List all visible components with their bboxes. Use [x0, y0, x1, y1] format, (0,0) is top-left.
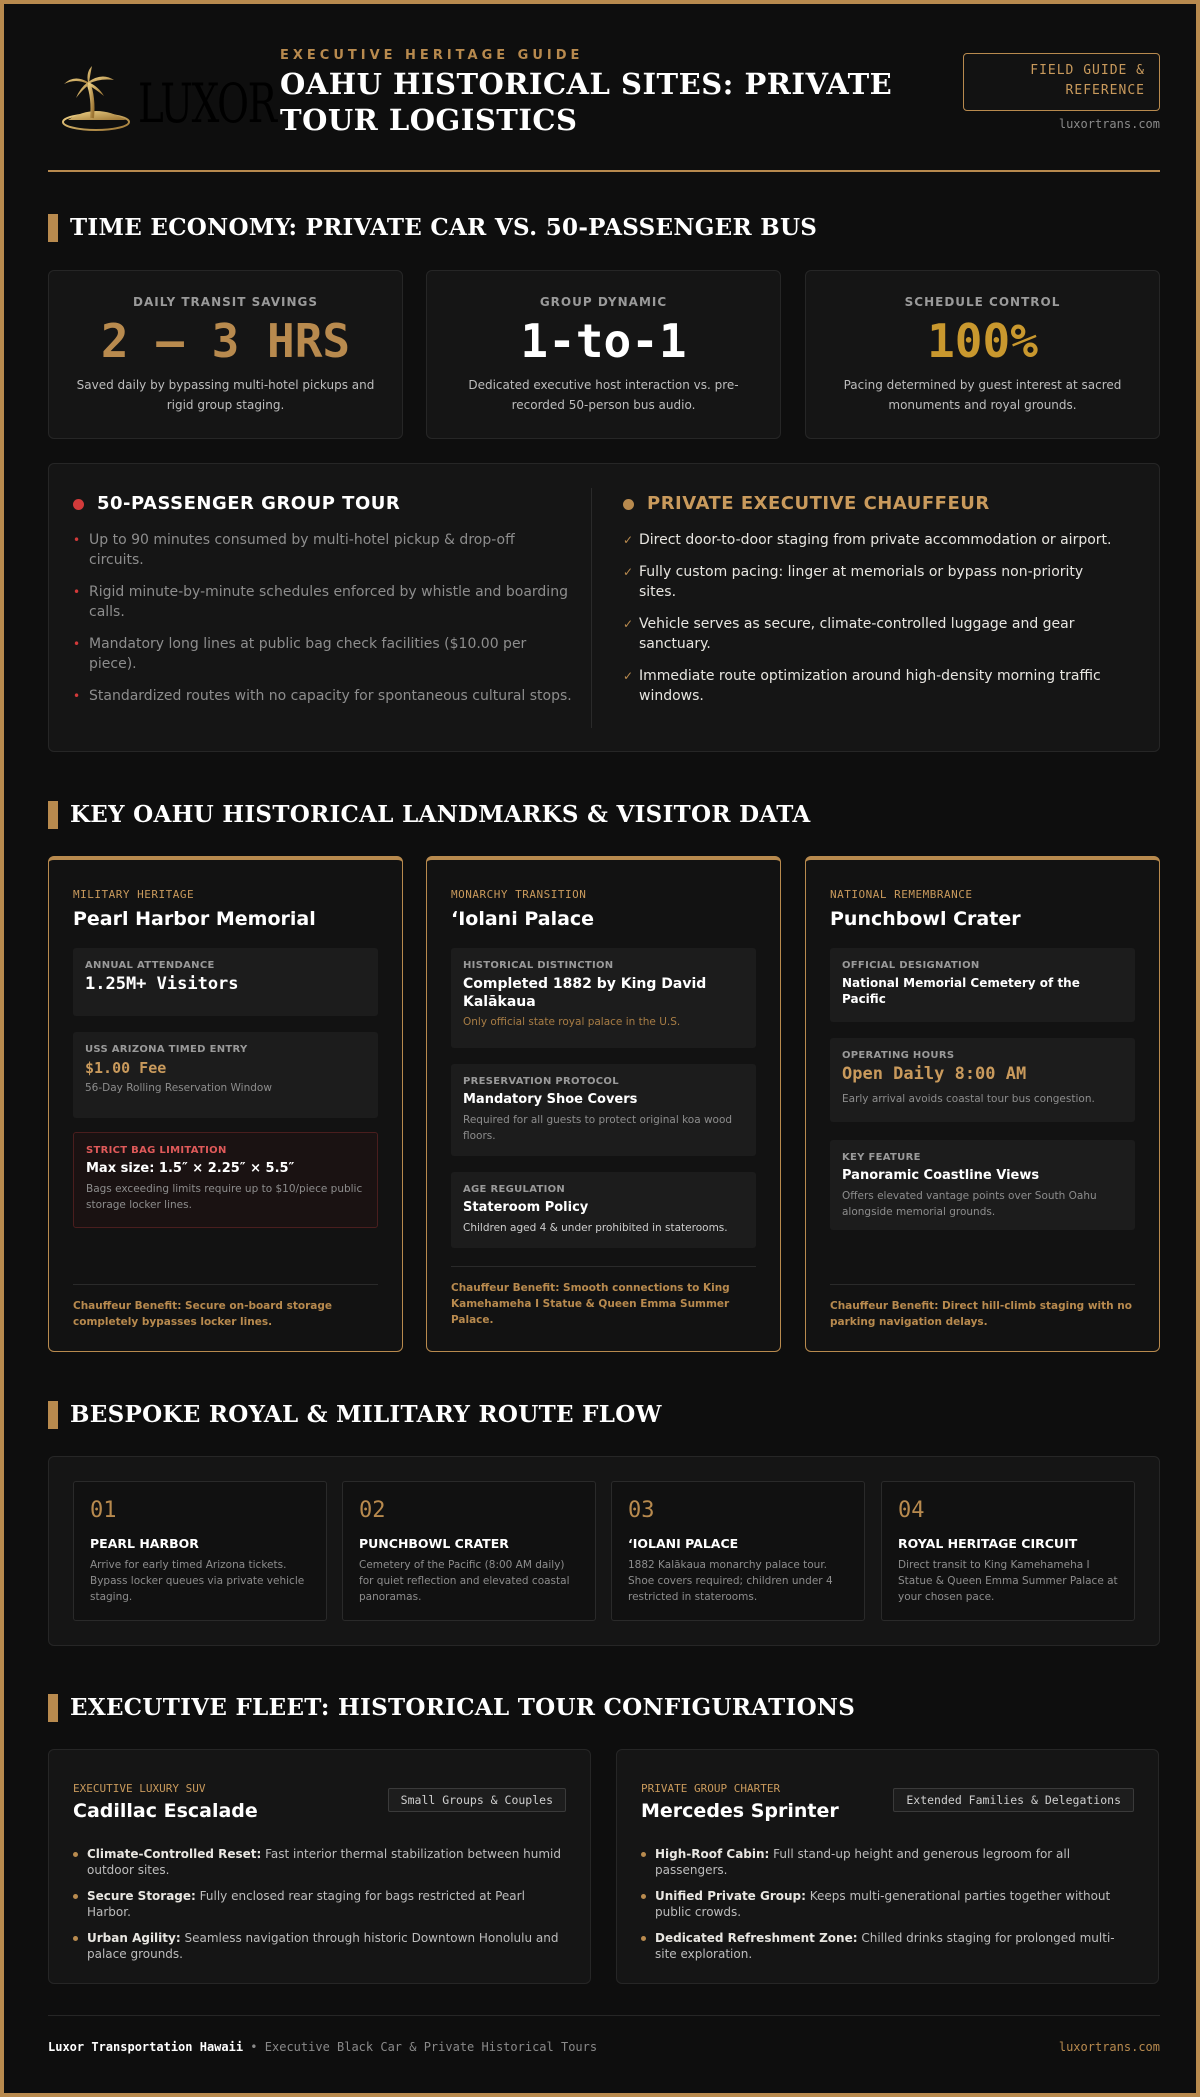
footer-tagline: Executive Black Car & Private Historical Tours — [264, 2040, 598, 2054]
list-item — [73, 634, 573, 674]
list-item — [641, 1888, 1136, 1920]
landmark-category: NATIONAL REMEMBRANCE — [830, 888, 973, 901]
feature-name: Climate-Controlled Reset: — [87, 1847, 262, 1861]
info-box-value: Max size: 1.5″ × 2.25″ × 5.5″ — [86, 1161, 295, 1176]
step-description: Cemetery of the Pacific (8:00 AM daily) for quiet reflection and elevated coastal panoramas. — [359, 1559, 570, 1603]
list-item — [623, 562, 1123, 602]
list-item — [623, 530, 1123, 550]
list-item-text: Vehicle serves as secure, climate-controlled luggage and gear sanctuary. — [639, 616, 1075, 652]
bullet-icon — [73, 1936, 78, 1941]
list-item — [623, 614, 1123, 654]
fleet-features — [73, 1846, 568, 1972]
stat-label: SCHEDULE CONTROL — [904, 295, 1061, 309]
page-title: OAHU HISTORICAL SITES: PRIVATE TOUR LOGISTICS — [280, 67, 893, 137]
step-title: ROYAL HERITAGE CIRCUIT — [898, 1536, 1078, 1551]
landmark-name: Punchbowl Crater — [830, 908, 1021, 930]
checkmark-icon: ✓ — [623, 565, 634, 579]
step-description: 1882 Kalākaua monarchy palace tour. Shoe covers required; children under 4 restricted in staterooms. — [628, 1559, 833, 1603]
footer-divider — [48, 2015, 1160, 2016]
stat-card-group-dynamic — [426, 270, 781, 439]
info-box-value: Completed 1882 by King David Kalākaua — [463, 976, 707, 1010]
fleet-category: EXECUTIVE LUXURY SUV — [73, 1782, 206, 1795]
step-number: 01 — [90, 1498, 117, 1523]
bullet-icon: • — [73, 585, 81, 599]
stat-description: Pacing determined by guest interest at sacred monuments and royal grounds. — [843, 378, 1122, 412]
info-box-subtext: Offers elevated vantage points over South Oahu alongside memorial grounds. — [842, 1190, 1097, 1218]
info-box-value: 1.25M+ Visitors — [85, 974, 239, 994]
stat-value: 100% — [927, 314, 1038, 368]
bullet-icon — [73, 1894, 78, 1899]
step-number: 04 — [898, 1498, 925, 1523]
fleet-category: PRIVATE GROUP CHARTER — [641, 1782, 781, 1795]
bullet-icon — [641, 1852, 646, 1857]
step-title: PEARL HARBOR — [90, 1536, 199, 1551]
list-item-text: Rigid minute-by-minute schedules enforced by whistle and boarding calls. — [89, 584, 568, 620]
red-dot-icon — [73, 499, 84, 510]
info-box-subtext: Only official state royal palace in the U.S. — [463, 1016, 681, 1028]
private-chauffeur-list — [623, 530, 1123, 706]
bullet-icon — [641, 1894, 646, 1899]
feature-name: Unified Private Group: — [655, 1889, 806, 1903]
column-divider — [591, 488, 592, 728]
feature-text: Fast interior thermal stabilization between humid outdoor sites. — [87, 1847, 561, 1877]
info-box-value: $1.00 Fee — [85, 1059, 167, 1077]
section-marker — [48, 1401, 58, 1429]
list-item — [73, 1846, 568, 1878]
info-box-historical-distinction — [451, 948, 756, 1048]
landmark-category: MONARCHY TRANSITION — [451, 888, 587, 901]
info-box-value: Mandatory Shoe Covers — [463, 1092, 638, 1107]
fleet-tag: Extended Families & Delegations — [893, 1788, 1134, 1812]
footer-url[interactable]: luxortrans.com — [1058, 2040, 1160, 2054]
section-heading: TIME ECONOMY: PRIVATE CAR VS. 50-PASSENGER BUS — [70, 214, 818, 241]
info-box-label: HISTORICAL DISTINCTION — [463, 960, 614, 971]
stat-value: 2 – 3 HRS — [100, 314, 351, 368]
section-heading: EXECUTIVE FLEET: HISTORICAL TOUR CONFIGURATIONS — [70, 1694, 856, 1721]
info-box-value: Panoramic Coastline Views — [842, 1168, 1040, 1183]
route-step-iolani-palace — [611, 1481, 865, 1621]
card-divider — [73, 1284, 378, 1285]
bullet-icon: • — [73, 689, 81, 703]
section-marker — [48, 214, 58, 242]
landmark-name: ʻIolani Palace — [451, 908, 595, 930]
chauffeur-benefit: Chauffeur Benefit: Direct hill-climb staging with no parking navigation delays. — [830, 1300, 1132, 1328]
feature-text: Seamless navigation through historic Downtown Honolulu and palace grounds. — [87, 1931, 559, 1961]
feature-name: Urban Agility: — [87, 1931, 181, 1945]
info-box-designation — [830, 948, 1135, 1022]
list-item — [73, 686, 573, 706]
luxor-logo — [58, 64, 276, 135]
info-box-label: OPERATING HOURS — [842, 1050, 955, 1061]
feature-text: Keeps multi-generational parties together without public crowds. — [655, 1889, 1111, 1919]
info-box-age-regulation — [451, 1172, 756, 1248]
section-marker — [48, 1694, 58, 1722]
checkmark-icon: ✓ — [623, 533, 634, 547]
list-item — [73, 1930, 568, 1962]
card-divider — [451, 1266, 756, 1267]
section-heading: KEY OAHU HISTORICAL LANDMARKS & VISITOR DATA — [70, 801, 811, 828]
stat-card-transit-savings — [48, 270, 403, 439]
fleet-vehicle-name: Cadillac Escalade — [73, 1800, 258, 1822]
info-box-key-feature — [830, 1140, 1135, 1230]
list-item-text: Standardized routes with no capacity for spontaneous cultural stops. — [89, 688, 572, 704]
chauffeur-benefit: Chauffeur Benefit: Smooth connections to King Kamehameha I Statue & Queen Emma Summer Palace. — [451, 1282, 730, 1326]
route-step-pearl-harbor — [73, 1481, 327, 1621]
footer-company-name: Luxor Transportation Hawaii — [48, 2040, 244, 2054]
info-box-subtext: Bags exceeding limits require up to $10/piece public storage locker lines. — [86, 1183, 363, 1211]
info-box-operating-hours — [830, 1038, 1135, 1122]
step-number: 03 — [628, 1498, 655, 1523]
gold-dot-icon — [623, 499, 634, 510]
list-item — [623, 666, 1123, 706]
fleet-features — [641, 1846, 1136, 1972]
stat-card-schedule-control — [805, 270, 1160, 439]
list-item — [73, 1888, 568, 1920]
stat-description: Dedicated executive host interaction vs. pre-recorded 50-person bus audio. — [468, 378, 739, 412]
landmark-name: Pearl Harbor Memorial — [73, 908, 316, 930]
header-url[interactable]: luxortrans.com — [1058, 117, 1160, 131]
fleet-vehicle-name: Mercedes Sprinter — [641, 1800, 839, 1822]
logo-wordmark: LUXOR — [138, 72, 276, 135]
info-box-label: USS ARIZONA TIMED ENTRY — [85, 1044, 248, 1055]
bus-tour-list — [73, 530, 573, 706]
info-box-label: STRICT BAG LIMITATION — [86, 1145, 227, 1156]
feature-name: High-Roof Cabin: — [655, 1847, 770, 1861]
info-box-subtext: 56-Day Rolling Reservation Window — [85, 1082, 272, 1094]
info-box-attendance — [73, 948, 378, 1016]
header-divider — [48, 170, 1160, 172]
list-item-text: Direct door-to-door staging from private accommodation or airport. — [639, 532, 1112, 548]
stat-label: GROUP DYNAMIC — [539, 295, 668, 309]
feature-text: Chilled drinks staging for prolonged multi-site exploration. — [655, 1931, 1115, 1961]
feature-name: Dedicated Refreshment Zone: — [655, 1931, 858, 1945]
fleet-card-sprinter — [616, 1749, 1159, 1984]
stat-value: 1-to-1 — [520, 314, 687, 368]
private-chauffeur-heading — [623, 492, 1123, 516]
list-item — [73, 582, 573, 622]
fleet-tag: Small Groups & Couples — [388, 1788, 566, 1812]
landmark-card-pearl-harbor — [48, 856, 403, 1352]
info-box-subtext: Children aged 4 & under prohibited in staterooms. — [463, 1222, 728, 1234]
bus-tour-column — [73, 492, 573, 718]
section-heading: BESPOKE ROYAL & MILITARY ROUTE FLOW — [70, 1401, 662, 1428]
list-item-text: Immediate route optimization around high-density morning traffic windows. — [639, 668, 1101, 704]
route-flow-panel — [48, 1456, 1160, 1646]
stat-label: DAILY TRANSIT SAVINGS — [133, 295, 318, 309]
info-box-label: AGE REGULATION — [463, 1184, 566, 1195]
bullet-icon — [73, 1852, 78, 1857]
bullet-icon — [641, 1936, 646, 1941]
chauffeur-benefit: Chauffeur Benefit: Secure on-board storage completely bypasses locker lines. — [73, 1300, 332, 1328]
step-title: ʻIOLANI PALACE — [628, 1536, 739, 1551]
list-item — [73, 530, 573, 570]
step-description: Arrive for early timed Arizona tickets. Bypass locker queues via private vehicle staging. — [90, 1559, 305, 1603]
route-step-royal-circuit — [881, 1481, 1135, 1621]
list-item — [641, 1930, 1136, 1962]
bullet-icon: • — [73, 637, 81, 651]
fleet-card-escalade — [48, 1749, 591, 1984]
section-marker — [48, 801, 58, 829]
list-item-text: Fully custom pacing: linger at memorials or bypass non-priority sites. — [639, 564, 1084, 600]
info-box-label: KEY FEATURE — [842, 1152, 921, 1163]
info-box-timed-entry — [73, 1032, 378, 1118]
landmark-card-punchbowl — [805, 856, 1160, 1352]
info-box-subtext: Early arrival avoids coastal tour bus congestion. — [842, 1093, 1095, 1105]
step-number: 02 — [359, 1498, 386, 1523]
feature-text: Fully enclosed rear staging for bags restricted at Pearl Harbor. — [87, 1889, 525, 1919]
info-box-label: ANNUAL ATTENDANCE — [85, 960, 215, 971]
footer-company — [48, 2040, 597, 2054]
list-item-text: Up to 90 minutes consumed by multi-hotel pickup & drop-off circuits. — [89, 532, 515, 568]
checkmark-icon: ✓ — [623, 617, 634, 631]
stat-description: Saved daily by bypassing multi-hotel pickups and rigid group staging. — [76, 378, 375, 412]
info-box-value: National Memorial Cemetery of the Pacific — [842, 976, 1080, 1006]
info-box-value: Stateroom Policy — [463, 1200, 589, 1215]
field-guide-badge: FIELD GUIDE & REFERENCE — [963, 53, 1160, 111]
info-box-label: PRESERVATION PROTOCOL — [463, 1076, 619, 1087]
list-item — [641, 1846, 1136, 1878]
page-header — [48, 44, 1160, 174]
step-title: PUNCHBOWL CRATER — [359, 1536, 509, 1551]
bus-tour-heading — [73, 492, 573, 516]
checkmark-icon: ✓ — [623, 669, 634, 683]
bullet-icon: • — [73, 533, 81, 547]
route-step-punchbowl — [342, 1481, 596, 1621]
header-eyebrow: EXECUTIVE HERITAGE GUIDE — [280, 48, 584, 63]
feature-text: Full stand-up height and generous legroom for all passengers. — [655, 1847, 1071, 1877]
landmark-card-iolani-palace — [426, 856, 781, 1352]
footer-separator: • — [243, 2040, 265, 2054]
private-chauffeur-column — [623, 492, 1123, 718]
info-box-subtext: Required for all guests to protect original koa wood floors. — [463, 1114, 733, 1142]
palm-island-icon — [58, 64, 138, 134]
comparison-panel — [48, 463, 1160, 752]
card-divider — [830, 1284, 1135, 1285]
info-box-preservation — [451, 1064, 756, 1156]
feature-name: Secure Storage: — [87, 1889, 196, 1903]
step-description: Direct transit to King Kamehameha I Statue & Queen Emma Summer Palace at your chosen pace. — [898, 1559, 1118, 1603]
info-box-value: Open Daily 8:00 AM — [842, 1064, 1027, 1084]
private-chauffeur-title: PRIVATE EXECUTIVE CHAUFFEUR — [647, 493, 990, 514]
landmark-category: MILITARY HERITAGE — [73, 888, 195, 901]
bus-tour-title: 50-PASSENGER GROUP TOUR — [97, 493, 401, 514]
info-box-bag-limitation — [73, 1132, 378, 1228]
list-item-text: Mandatory long lines at public bag check facilities ($10.00 per piece). — [89, 636, 527, 672]
info-box-label: OFFICIAL DESIGNATION — [842, 960, 980, 971]
